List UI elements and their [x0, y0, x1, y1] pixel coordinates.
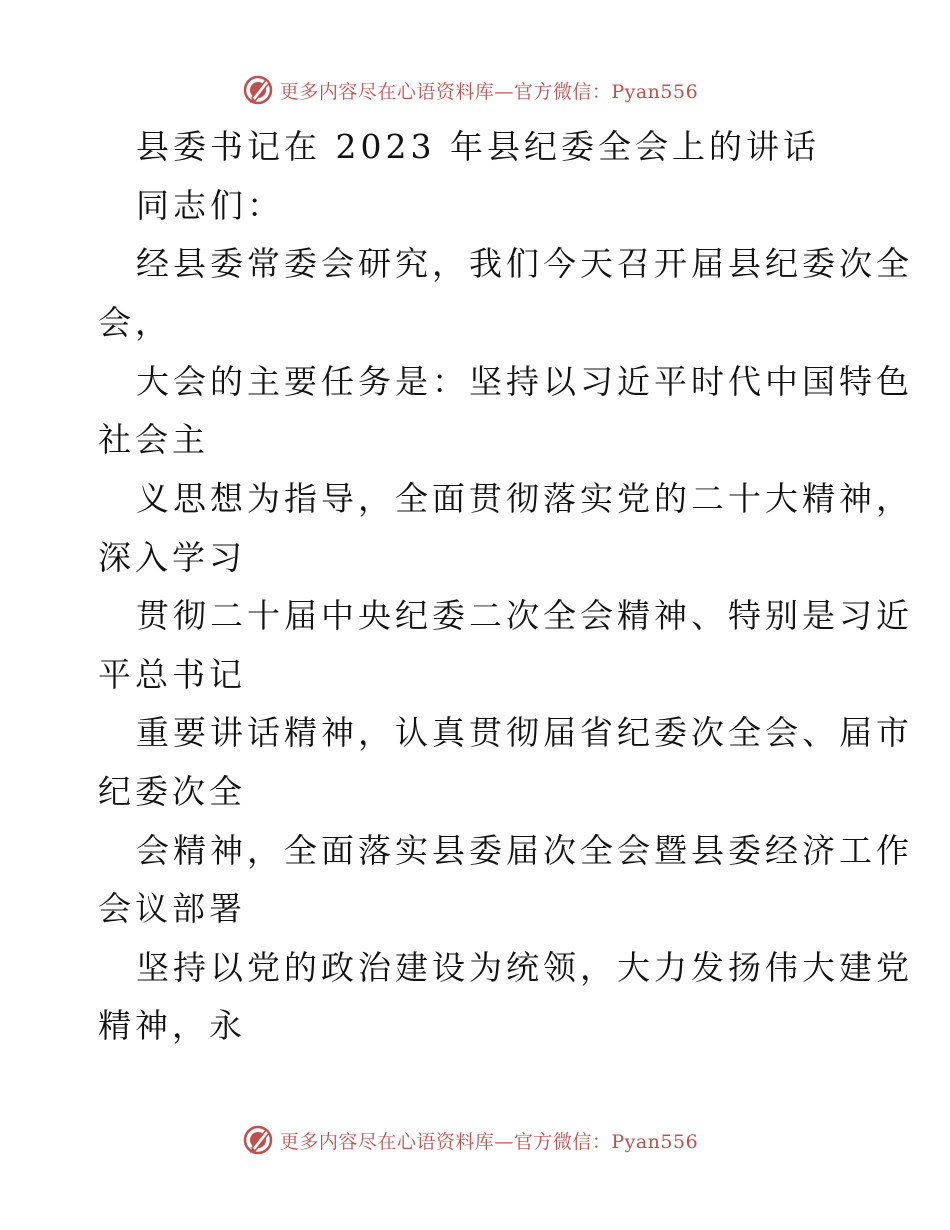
text-line: 平总书记 — [98, 655, 246, 694]
text-line: 经县委常委会研究，我们今天召开届县纪委次全 — [136, 244, 913, 283]
text-line: 贯彻二十届中央纪委二次全会精神、特别是习近 — [136, 596, 913, 635]
pen-logo-icon — [242, 1124, 274, 1156]
pen-logo-icon — [242, 74, 274, 106]
watermark-text: 更多内容尽在心语资料库—官方微信：Pyan556 — [279, 1130, 699, 1153]
header-watermark — [0, 70, 950, 110]
text-line: 会精神，全面落实县委届次全会暨县委经济工作 — [136, 831, 913, 870]
text-line: 深入学习 — [98, 538, 246, 577]
text-line: 坚持以党的政治建设为统领，大力发扬伟大建党 — [136, 948, 913, 987]
text-line: 精神，永 — [98, 1006, 246, 1045]
text-line: 同志们： — [136, 186, 284, 225]
text-line: 重要讲话精神，认真贯彻届省纪委次全会、届市 — [136, 713, 913, 752]
text-line: 纪委次全 — [98, 772, 246, 811]
document-title: 县委书记在 2023 年县纪委全会上的讲话 — [136, 127, 820, 166]
watermark-text: 更多内容尽在心语资料库—官方微信：Pyan556 — [279, 80, 699, 103]
text-line: 大会的主要任务是：坚持以习近平时代中国特色 — [136, 362, 913, 401]
footer-watermark — [0, 1120, 950, 1160]
text-line: 会议部署 — [98, 889, 246, 928]
text-line: 会， — [98, 303, 172, 342]
text-line: 社会主 — [98, 420, 209, 459]
text-line: 义思想为指导，全面贯彻落实党的二十大精神， — [136, 479, 913, 518]
